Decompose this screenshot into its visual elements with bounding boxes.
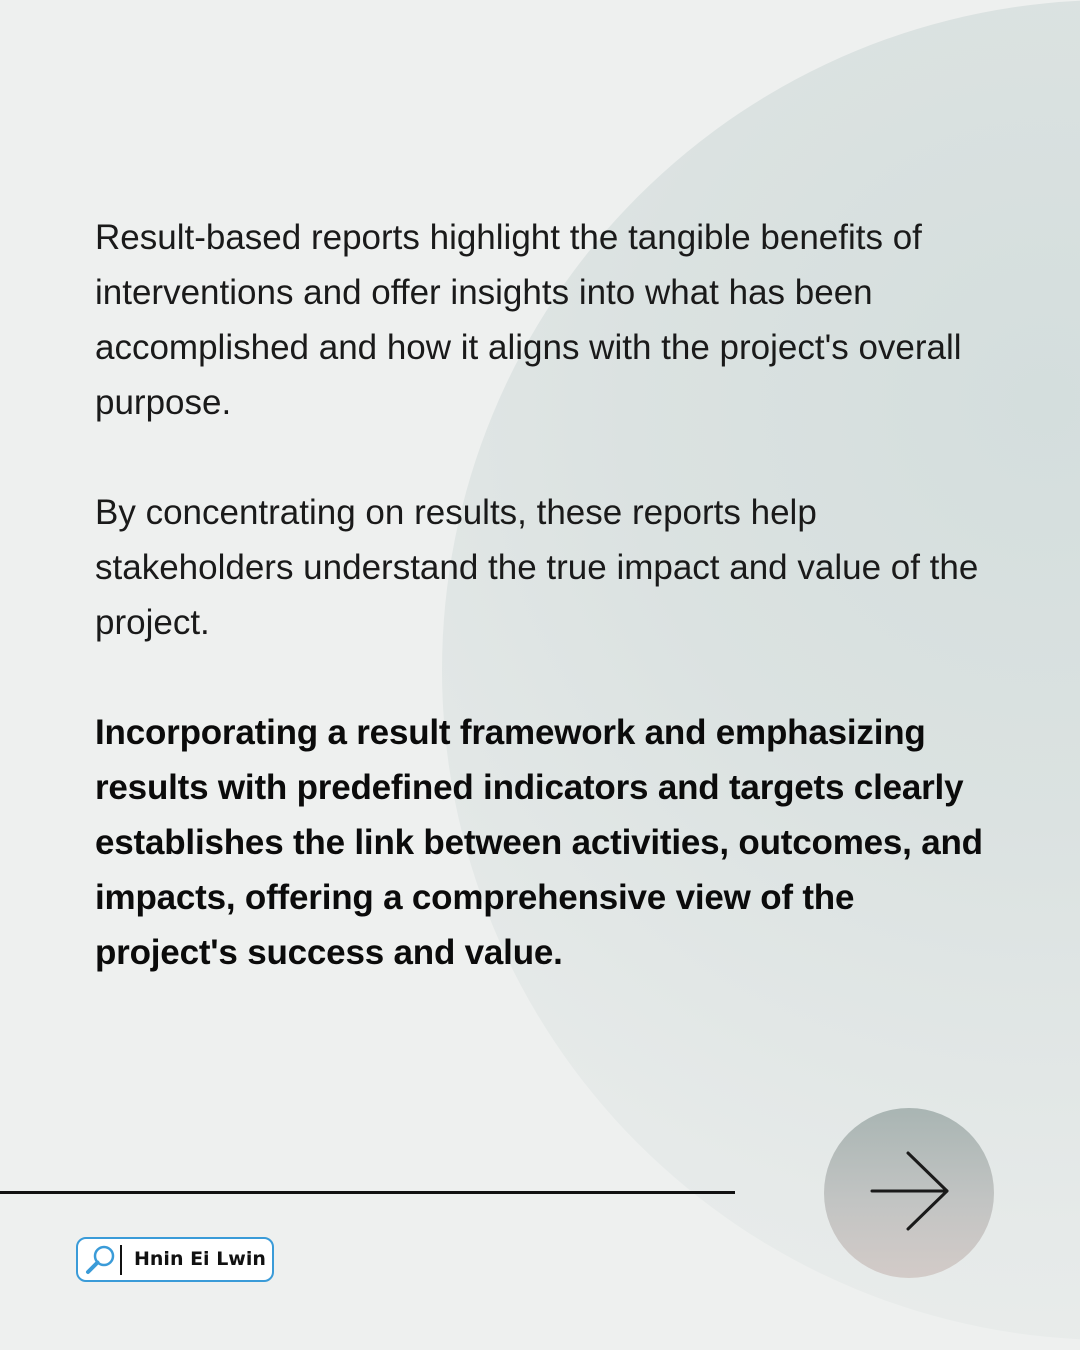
main-content xyxy=(95,210,995,1035)
paragraph-conclusion: Incorporating a result framework and emphasizing results with predefined indicators and targets clearly establishes the link between activities, outcomes, and impacts, offering a comprehensive view of the project's success and value. xyxy=(95,713,983,972)
magnifier-icon xyxy=(84,1243,118,1277)
badge-separator xyxy=(120,1245,122,1275)
divider-line xyxy=(0,1191,735,1194)
author-badge xyxy=(76,1237,274,1282)
author-name: Hnin Ei Lwin xyxy=(134,1248,266,1270)
next-button[interactable] xyxy=(824,1108,994,1278)
arrow-right-icon xyxy=(824,1108,994,1278)
paragraph-intro: Result-based reports highlight the tangible benefits of interventions and offer insights into what has been accomplished and how it aligns with the project's overall purpose. xyxy=(95,218,962,422)
paragraph-focus: By concentrating on results, these reports help stakeholders understand the true impact and value of the project. xyxy=(95,493,979,642)
